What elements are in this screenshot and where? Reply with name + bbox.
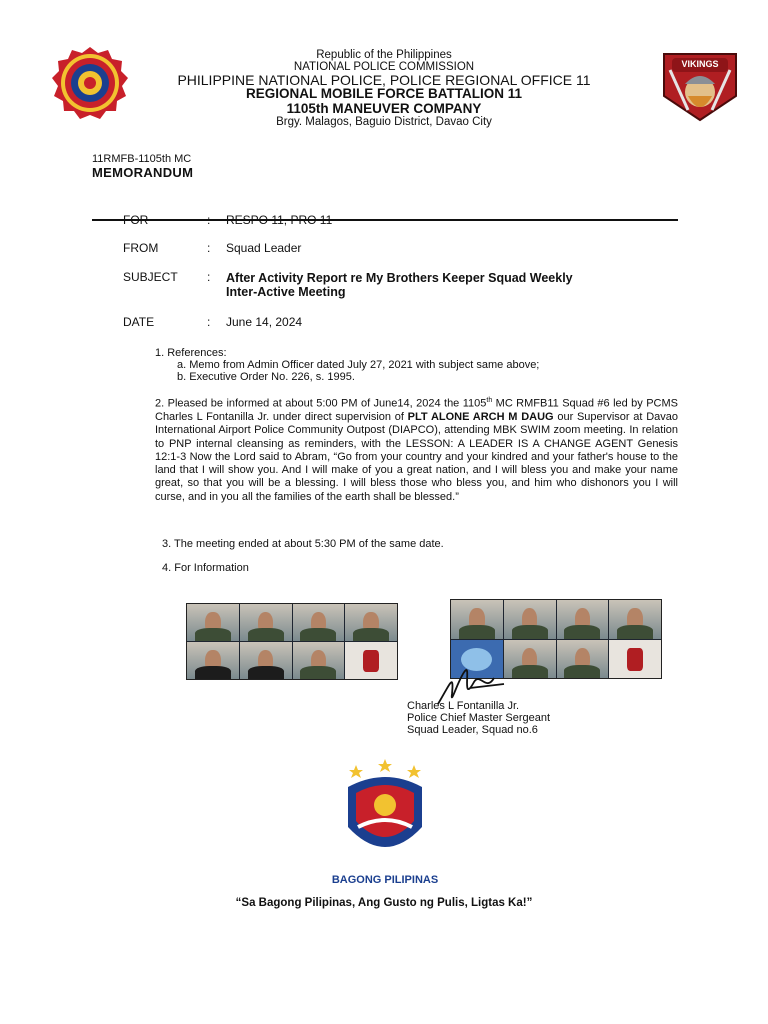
paragraph-three: 3. The meeting ended at about 5:30 PM of the same date. xyxy=(162,538,444,550)
from-value: Squad Leader xyxy=(226,241,302,255)
paragraph-two-text2: MC RMFB11 Squad #6 led by PCMS Charles L Fontanilla Jr. under direct supervision of xyxy=(155,397,678,423)
subject-line2: Inter-Active Meeting xyxy=(226,285,346,299)
vikings-badge-text: VIKINGS xyxy=(681,59,719,69)
participant-tile xyxy=(345,604,397,641)
paragraph-two-supervisor: PLT ALONE ARCH M DAUG xyxy=(407,410,554,423)
header-address: Brgy. Malagos, Baguio District, Davao City xyxy=(276,116,492,128)
signatory-rank: Police Chief Master Sergeant xyxy=(407,712,551,724)
header-napolcom: NATIONAL POLICE COMMISSION xyxy=(293,61,475,73)
memo-title: MEMORANDUM xyxy=(92,165,194,180)
participant-tile xyxy=(557,600,609,639)
paragraph-two-text3: our Supervisor at Davao International Airport Police Community Outpost (DIAPCO), attending MBK SWIM zoom meeting. In relation to PNP internal cleansing as reminders, with the LESSON: A LEADER IS A CHANGE AGENT Genesis 12:1-3 Now the Lord said to Abram, “Go from your country and your kindred and your father's house to the land that I will show you. And I will make of you a great nation, and I will bless you and make your name great, so that you will be a blessing. I will bless those who bless you, and him who dishonors you I will curse, and in you all the families of the earth shall be blessed.” xyxy=(155,410,678,503)
participant-tile xyxy=(293,604,345,641)
zoom-meeting-photo-1 xyxy=(186,603,398,680)
paragraph-two-text1: Pleased be informed at about 5:00 PM of June14, 2024 the 1105 xyxy=(164,397,487,410)
paragraph-two-number: 2. xyxy=(155,397,165,410)
signatory-name: Charles L Fontanilla Jr. xyxy=(407,700,520,712)
date-value: June 14, 2024 xyxy=(226,315,303,329)
references-heading: 1. References: xyxy=(155,347,227,359)
signatory-position: Squad Leader, Squad no.6 xyxy=(407,724,538,736)
from-label: FROM xyxy=(123,241,159,255)
bagong-pilipinas-logo xyxy=(296,757,474,889)
participant-tile xyxy=(187,642,239,679)
participant-tile xyxy=(451,600,503,639)
header-republic: Republic of the Philippines xyxy=(316,49,452,61)
participant-tile xyxy=(504,600,556,639)
participant-tile xyxy=(187,604,239,641)
paragraph-two xyxy=(155,394,678,504)
participant-tile xyxy=(240,642,292,679)
reference-b: b. Executive Order No. 226, s. 1995. xyxy=(177,371,355,383)
subject-label: SUBJECT xyxy=(123,270,178,284)
reference-a: a. Memo from Admin Officer dated July 27, 2021 with subject same above; xyxy=(177,359,540,371)
subject-colon: : xyxy=(207,270,211,284)
bagong-pilipinas-text: BAGONG PILIPINAS xyxy=(331,874,439,886)
header-battalion: REGIONAL MOBILE FORCE BATTALION 11 xyxy=(245,86,522,101)
paragraph-four: 4. For Information xyxy=(162,562,249,574)
participant-tile xyxy=(557,640,609,679)
participant-tile xyxy=(345,642,397,679)
memo-reference: 11RMFB-1105th MC xyxy=(92,153,192,165)
date-label: DATE xyxy=(123,315,155,329)
header-divider xyxy=(92,219,678,221)
header-pnp-office: PHILIPPINE NATIONAL POLICE, POLICE REGIONAL OFFICE 11 xyxy=(177,72,591,88)
footer-slogan: “Sa Bagong Pilipinas, Ang Gusto ng Pulis, Ligtas Ka!” xyxy=(235,897,533,909)
from-colon: : xyxy=(207,241,211,255)
participant-tile xyxy=(293,642,345,679)
subject-line1: After Activity Report re My Brothers Keeper Squad Weekly xyxy=(226,271,573,285)
paragraph-two-sup: th xyxy=(486,397,493,404)
participant-tile xyxy=(504,640,556,679)
participant-tile xyxy=(609,640,661,679)
participant-tile xyxy=(240,604,292,641)
date-colon: : xyxy=(207,315,211,329)
header-company: 1105th MANEUVER COMPANY xyxy=(286,101,482,116)
participant-tile xyxy=(609,600,661,639)
